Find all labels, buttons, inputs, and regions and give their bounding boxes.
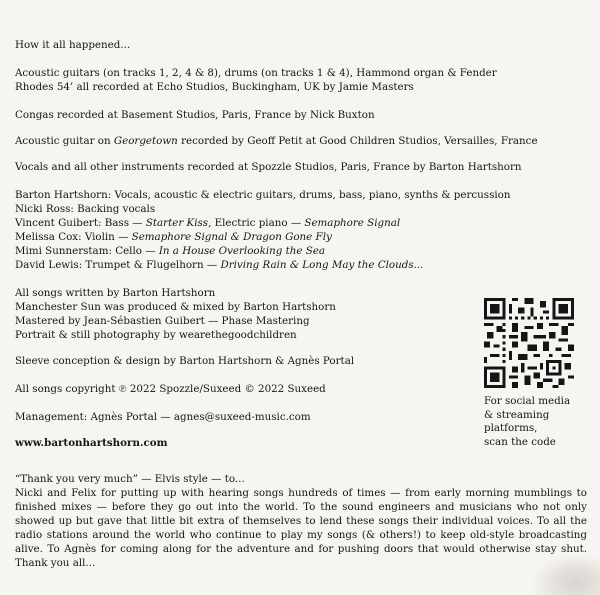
qr-code[interactable] <box>484 298 574 388</box>
musician-role: David Lewis: Trumpet & Flugelhorn — <box>15 259 221 271</box>
credit-georgetown <box>15 134 538 148</box>
credit-georgetown-pre: Acoustic guitar on <box>15 135 114 147</box>
musician-line <box>15 244 325 258</box>
qr-caption-line: & streaming <box>484 408 550 421</box>
paper-stain <box>534 555 600 595</box>
musician-songs: Starter Kiss <box>145 217 209 229</box>
qr-caption-line: scan the code <box>484 435 556 448</box>
website-link[interactable]: www.bartonhartshorn.com <box>15 437 168 449</box>
musician-line <box>15 258 423 272</box>
credit-acoustic-line-1: Acoustic guitars (on tracks 1, 2, 4 & 8), drums (on tracks 1 & 4), Hammond organ & Fender <box>15 67 497 79</box>
management-contact: Management: Agnès Portal — agnes@suxeed-music.com <box>15 411 311 423</box>
credit-mastered: Mastered by Jean-Sébastien Guibert — Phase Mastering <box>15 315 310 327</box>
musician-songs: Semaphore Signal & Dragon Gone Fly <box>131 231 332 243</box>
credit-produced: Manchester Sun was produced & mixed by Barton Hartshorn <box>15 301 336 313</box>
musician-role: Mimi Sunnerstam: Cello — <box>15 245 159 257</box>
musician-songs: Semaphore Signal <box>304 217 401 229</box>
credit-sleeve: Sleeve conception & design by Barton Hartshorn & Agnès Portal <box>15 355 355 367</box>
qr-caption-line: For social media <box>484 395 571 407</box>
musician-role: , Electric piano — <box>208 217 305 229</box>
heading: How it all happened... <box>15 39 131 51</box>
musician-line <box>15 230 332 244</box>
qr-caption-line: platforms, <box>484 422 538 434</box>
credit-acoustic-line-2: Rhodes 54’ all recorded at Echo Studios, Buckingham, UK by Jamie Masters <box>15 81 414 93</box>
musician-role: Vincent Guibert: Bass — <box>15 217 146 229</box>
musician-songs: In a House Overlooking the Sea <box>158 245 326 257</box>
copyright: All songs copyright ℗ 2022 Spozzle/Suxeed © 2022 Suxeed <box>15 383 326 395</box>
thanks-body: Nicki and Felix for putting up with hearing songs hundreds of times — from early morning mumblings to finished mixes — before they go out into the world. To the sound engineers and musicians who not only showed up but gave that little bit extra of themselves to lend these songs their individual voices. To all the radio stations around the world who continue to play my songs (& others!) to keep old-style broadcasting alive. To Agnès for coming along for the adventure and for pushing doors that would otherwise stay shut. Thank you all... <box>15 487 587 569</box>
musician-songs: Driving Rain & Long May the Clouds... <box>220 259 424 271</box>
musician-line <box>15 216 400 230</box>
credit-written: All songs written by Barton Hartshorn <box>15 287 216 299</box>
credit-vocals: Vocals and all other instruments recorded at Spozzle Studios, Paris, France by Barton Hartshorn <box>15 161 522 173</box>
qr-caption <box>484 395 570 449</box>
credit-photography: Portrait & still photography by wearethegoodchildren <box>15 329 297 341</box>
musician-line: Barton Hartshorn: Vocals, acoustic & electric guitars, drums, bass, piano, synths & percussion <box>15 189 511 201</box>
credit-congas: Congas recorded at Basement Studios, Paris, France by Nick Buxton <box>15 109 375 121</box>
credit-georgetown-title: Georgetown <box>113 135 178 147</box>
credit-georgetown-post: recorded by Geoff Petit at Good Children Studios, Versailles, France <box>177 135 538 147</box>
musician-role: Melissa Cox: Violin — <box>15 231 132 243</box>
thanks-intro: “Thank you very much” — Elvis style — to... <box>15 473 245 485</box>
musician-line: Nicki Ross: Backing vocals <box>15 203 156 215</box>
